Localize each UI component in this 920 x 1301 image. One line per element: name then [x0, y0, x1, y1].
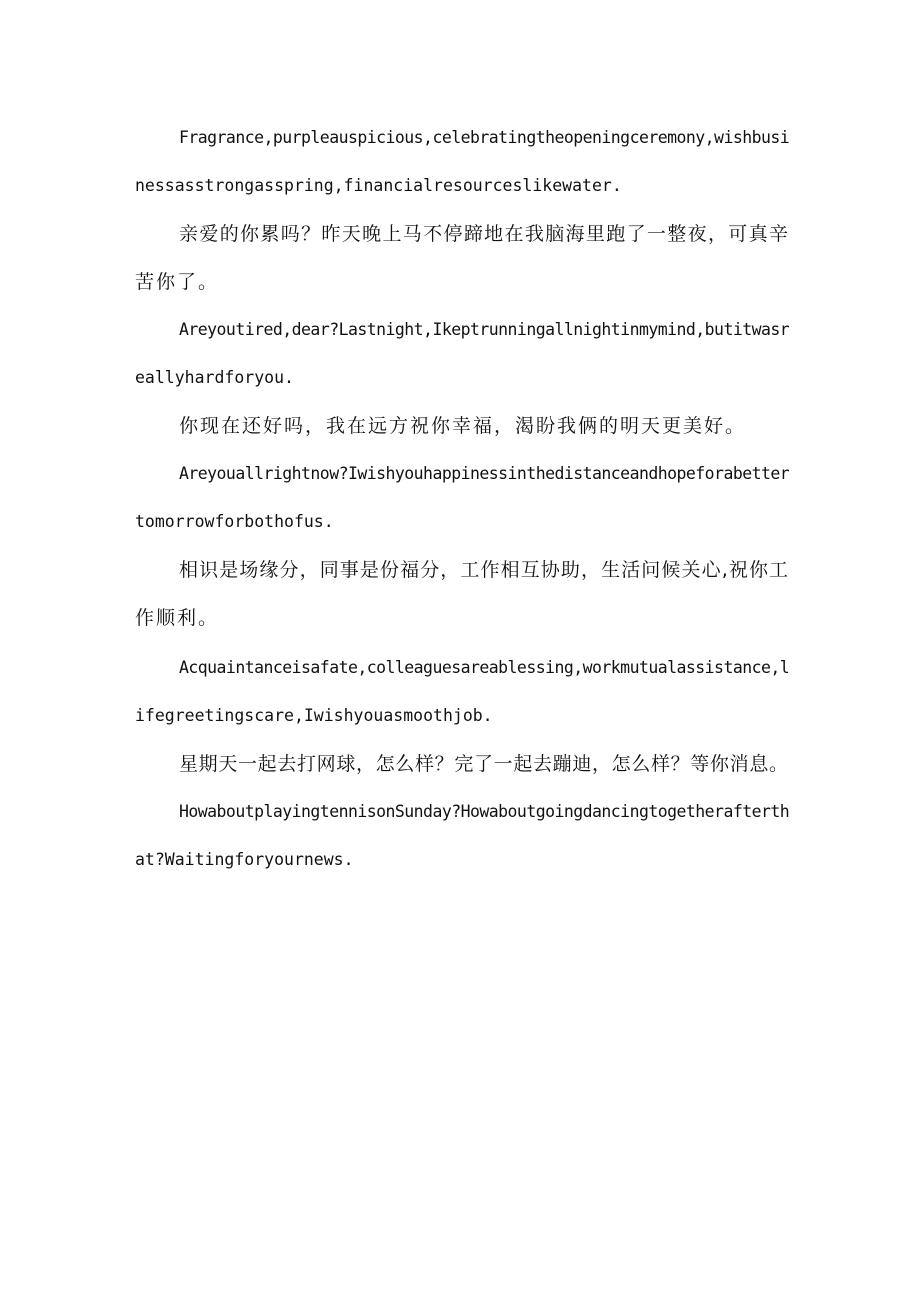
paragraph-7-line-2: ifegreetingscare,Iwishyouasmoothjob.	[135, 706, 493, 725]
paragraph-5-line-2: tomorrowforbothofus.	[135, 512, 334, 531]
paragraph-3-line-2: eallyhardforyou.	[135, 368, 294, 387]
paragraph-7-line-1: Acquaintanceisafate,colleaguesareablessing,workmutualassistance,l	[179, 658, 790, 677]
paragraph-4-line-1: 你现在还好吗，我在远方祝你幸福，渴盼我俩的明天更美好。	[179, 415, 747, 437]
paragraph-2-line-2: 苦你了。	[135, 271, 220, 293]
paragraph-6-line-2: 作顺利。	[135, 607, 220, 629]
paragraph-5-line-1: Areyouallrightnow?Iwishyouhappinessinthedistanceandhopeforabetter	[179, 464, 790, 483]
paragraph-3-line-1: Areyoutired,dear?Lastnight,Ikeptrunningallnightinmymind,butitwasr	[179, 320, 790, 339]
paragraph-8-line-1: 星期天一起去打网球，怎么样？完了一起去蹦迪，怎么样？等你消息。	[179, 753, 789, 775]
paragraph-1-line-1: Fragrance,purpleauspicious,celebratingtheopeningceremony,wishbusi	[179, 128, 790, 147]
paragraph-1-line-2: nessasstrongasspring,financialresourceslikewater.	[135, 176, 622, 195]
paragraph-9-line-1: HowaboutplayingtennisonSunday?Howaboutgoingdancingtogetherafterth	[179, 802, 790, 821]
paragraph-2-line-1: 亲爱的你累吗？昨天晚上马不停蹄地在我脑海里跑了一整夜，可真辛	[179, 223, 790, 245]
paragraph-9-line-2: at?Waitingforyournews.	[135, 850, 354, 869]
paragraph-6-line-1: 相识是场缘分，同事是份福分，工作相互协助，生活问候关心,祝你工	[179, 559, 790, 581]
